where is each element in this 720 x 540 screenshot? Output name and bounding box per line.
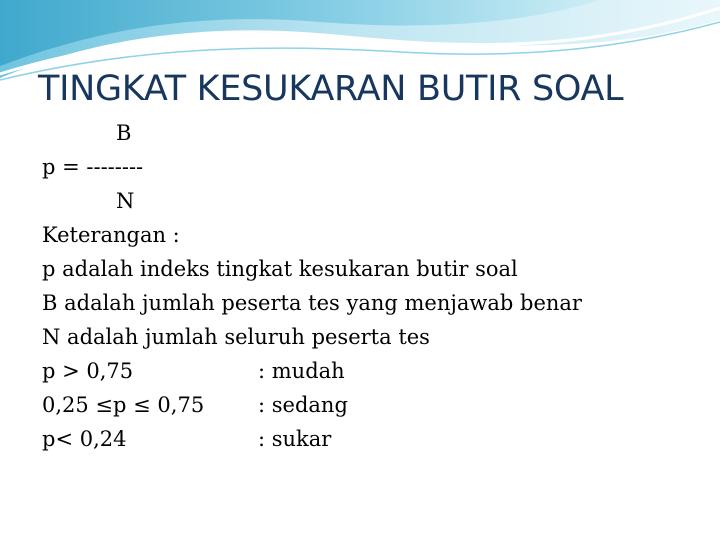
formula-numerator: B	[116, 121, 132, 145]
criteria-row	[42, 388, 702, 422]
explanation-line: p adalah indeks tingkat kesukaran butir soal	[42, 257, 518, 281]
explanation-line: N adalah jumlah seluruh peserta tes	[42, 325, 430, 349]
criteria-category: : sukar	[258, 427, 332, 451]
criteria-condition: p > 0,75	[42, 359, 134, 383]
formula-denominator: N	[116, 189, 135, 213]
criteria-condition: 0,25 ≤p ≤ 0,75	[42, 393, 205, 417]
formula-expression: p = --------	[42, 155, 144, 179]
explanation-heading: Keterangan :	[42, 223, 180, 247]
explanation-line: B adalah jumlah peserta tes yang menjawab benar	[42, 291, 582, 315]
slide-body	[42, 116, 702, 456]
criteria-condition: p< 0,24	[42, 427, 127, 451]
criteria-row	[42, 422, 702, 456]
criteria-category: : mudah	[258, 359, 345, 383]
slide-title: TINGKAT KESUKARAN BUTIR SOAL	[38, 69, 624, 109]
criteria-row	[42, 354, 702, 388]
criteria-category: : sedang	[258, 393, 348, 417]
